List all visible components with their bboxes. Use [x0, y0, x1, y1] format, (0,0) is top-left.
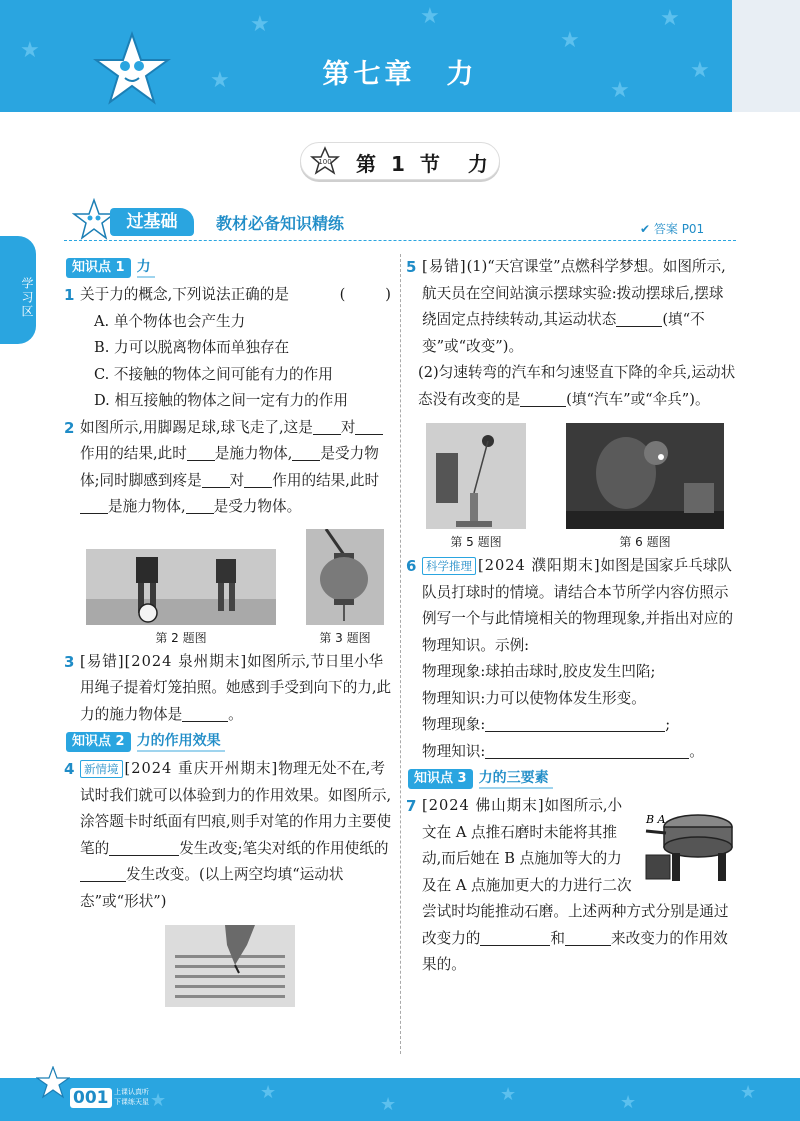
option-a: A. 单个物体也会产生力 — [94, 312, 246, 330]
soccer-photo — [86, 549, 276, 625]
question-number: 4 — [64, 760, 75, 778]
answer-blank[interactable] — [480, 930, 550, 946]
table-tennis-photo — [566, 423, 724, 529]
star-badge-icon — [310, 146, 340, 176]
star-icon: ★ — [560, 28, 580, 53]
figure-6 — [566, 423, 724, 551]
star-icon: ★ — [210, 68, 230, 93]
footer-slogan — [114, 1087, 149, 1107]
question-badge-text: 易错 — [428, 258, 460, 275]
star-icon: ★ — [150, 1090, 167, 1111]
question-number: 5 — [406, 258, 417, 276]
question-text: (填“汽车”或“伞兵”)。 — [566, 390, 710, 408]
banner-label: 过基础 — [110, 208, 194, 236]
answer-blank[interactable] — [355, 419, 383, 435]
banner-subtitle: 教材必备知识精练 — [216, 214, 345, 233]
question-source: [2024 濮阳期末] — [478, 557, 601, 574]
example-knowledge: 物理知识:力可以使物体发生形变。 — [422, 689, 646, 707]
figure-caption: 第 2 题图 — [155, 630, 207, 645]
slogan-line: 上课认真听 — [114, 1088, 149, 1096]
answer-sheet-photo — [165, 925, 295, 1007]
answer-blank[interactable] — [520, 391, 566, 407]
section-title: 第 1 节 力 — [356, 152, 492, 176]
star-icon: ★ — [690, 58, 710, 83]
knowledge-point-name: 力的三要素 — [479, 769, 553, 789]
question-source: [2024 重庆开州期末] — [124, 760, 279, 777]
answer-blank[interactable] — [485, 716, 665, 732]
question-text: (2)匀速转弯的汽车和匀速竖直下降的伞兵,运动状态没有改变的是 — [418, 364, 736, 408]
figure-caption: 第 5 题图 — [450, 535, 502, 549]
question-number: 3 — [64, 652, 75, 671]
question-badge: 新情境 — [80, 760, 123, 778]
knowledge-point-tag: 知识点 1 — [66, 258, 131, 278]
figure-5 — [426, 423, 526, 551]
question-text: 如图所示,节日里小华用绳子提着灯笼拍照。她感到手受到向下的力,此力的施力物体是 — [80, 652, 392, 723]
question-text: 作用的结果,此时 — [80, 445, 187, 462]
question-text: 是施力物体, — [108, 498, 186, 515]
answer-blank[interactable] — [485, 743, 689, 759]
question-text: 如图所示,小文在 A 点推石磨时未能将其推动,而后她在 B 点施加等大的力及在 A 点施加更大的力进行二次尝试时均能推动石磨。上述两种方式分别是通过改变力的 — [422, 797, 729, 947]
star-icon: ★ — [250, 12, 270, 37]
question-number: 2 — [64, 418, 75, 437]
question-text: 对 — [229, 471, 245, 489]
star-icon: ★ — [610, 78, 630, 103]
question-text: 是受力物体;同时脚感到疼是 — [80, 445, 379, 489]
question-7 — [408, 793, 738, 979]
question-text: ; — [665, 716, 671, 733]
question-text: (填“不变”或“改变”)。 — [422, 311, 705, 355]
question-text: 发生改变;笔尖对纸的作用使纸的 — [179, 839, 389, 857]
question-badge-text: 易错 — [86, 652, 118, 670]
answer-blank[interactable] — [313, 419, 341, 435]
option-c: C. 不接触的物体之间可能有力的作用 — [94, 365, 333, 383]
question-5: 5 [易错](1)“天宫课堂”点燃科学梦想。如图所示,航天员在空间站演示摆球实验:拨动摆球后,摆球绕固定点持续转动,其运动状态 (填“不变”或“改变”)。 (2)匀速转弯的汽车和匀速竖直下降的伞兵,运动状态没有改变的是 (填“汽车”或“伞兵”)。 — [408, 254, 738, 413]
question-2 — [66, 415, 394, 521]
knowledge-point-2 — [66, 730, 394, 754]
question-4 — [66, 756, 394, 915]
answer-blank[interactable] — [202, 472, 230, 488]
check-icon: ✔ — [640, 222, 654, 236]
right-column — [408, 254, 738, 979]
figure-3 — [306, 529, 384, 647]
star-mascot-icon — [92, 30, 172, 110]
chapter-title: 第七章 力 — [322, 59, 478, 90]
question-number: 6 — [406, 557, 417, 575]
question-text: 。 — [689, 742, 704, 760]
knowledge-point-name: 力 — [137, 258, 155, 278]
figure-caption: 第 3 题图 — [319, 630, 371, 645]
question-text: 对 — [340, 418, 356, 436]
column-divider — [400, 254, 401, 1054]
knowledge-point-name: 力的作用效果 — [137, 732, 225, 752]
figures-2-3 — [66, 529, 394, 647]
question-text: 物理无处不在,考试时我们就可以体验到力的作用效果。如图所示,涂答题卡时纸面有凹痕,则手对笔的作用力主要使笔的 — [80, 760, 392, 857]
figure-caption: 第 6 题图 — [619, 535, 671, 549]
question-text: 是施力物体, — [214, 445, 293, 462]
millstone-figure — [642, 797, 738, 883]
answer-blank[interactable] — [80, 866, 126, 882]
question-text: 发生改变。(以上两空均填“运动状态”或“形状”) — [80, 866, 344, 910]
knowledge-point-3 — [408, 767, 738, 791]
question-stem: 关于力的概念,下列说法正确的是 — [80, 286, 289, 303]
pendulum-photo — [426, 423, 526, 529]
answer-blank[interactable] — [292, 445, 320, 461]
question-text: (1)“天宫课堂”点燃科学梦想。如图所示,航天员在空间站演示摆球实验:拨动摆球后,摆球绕固定点持续转动,其运动状态 — [422, 258, 726, 328]
example-phenomenon: 物理现象:球拍击球时,胶皮发生凹陷; — [422, 663, 656, 680]
question-text: 物理现象: — [422, 716, 486, 733]
slogan-line: 下课练天星 — [114, 1098, 149, 1106]
page-number: 001 — [70, 1088, 112, 1108]
header-strip — [732, 0, 800, 112]
question-text: 如图是国家乒乓球队队员打球时的情境。请结合本节所学内容仿照示例写一个与此情境相关的物理现象,并指出对应的物理知识。示例: — [422, 557, 734, 654]
figure-point-labels: B A — [646, 813, 666, 826]
question-source: [2024 泉州期末] — [124, 652, 248, 670]
answer-blank[interactable] — [616, 311, 662, 327]
figure-2 — [86, 549, 276, 647]
star-icon: ★ — [20, 38, 40, 63]
question-text: 。 — [228, 705, 243, 723]
question-text: 物理知识: — [422, 742, 486, 760]
question-text: 来改变力的作用效果的。 — [422, 929, 728, 973]
svg-text:100: 100 — [318, 158, 332, 166]
left-column — [66, 254, 394, 1009]
side-tab: 学习区 — [0, 236, 36, 344]
star-icon: ★ — [740, 1082, 757, 1103]
answer-blank[interactable] — [80, 498, 108, 514]
answer-blank[interactable] — [565, 930, 611, 946]
question-3: 3 [易错][2024 泉州期末]如图所示,节日里小华用绳子提着灯笼拍照。她感到手受到向下的力,此力的施力物体是 。 — [66, 649, 394, 729]
question-number: 1 — [64, 286, 75, 304]
star-icon: ★ — [260, 1082, 277, 1103]
answer-paren-right: ) — [385, 286, 391, 303]
option-b: B. 力可以脱离物体而单独存在 — [94, 339, 290, 356]
star-icon: ★ — [380, 1094, 397, 1115]
question-text: 是受力物体。 — [213, 498, 302, 515]
question-text: 作用的结果,此时 — [272, 471, 380, 489]
banner-divider — [64, 240, 736, 241]
star-mascot-icon — [36, 1066, 70, 1100]
question-text: 如图所示,用脚踢足球,球飞走了,这是 — [80, 418, 313, 436]
figure-4 — [66, 925, 394, 1007]
answer-blank[interactable] — [182, 706, 228, 722]
knowledge-point-tag: 知识点 3 — [408, 769, 473, 789]
knowledge-point-1 — [66, 256, 394, 280]
star-icon: ★ — [620, 1092, 637, 1113]
question-text: 和 — [550, 929, 565, 947]
question-badge: 科学推理 — [422, 557, 476, 575]
knowledge-point-tag: 知识点 2 — [66, 732, 131, 752]
question-source: [2024 佛山期末] — [422, 797, 545, 814]
answer-blank[interactable] — [244, 472, 272, 488]
answer-blank[interactable] — [109, 840, 179, 856]
answer-blank[interactable] — [187, 445, 215, 461]
lantern-photo — [306, 529, 384, 625]
answer-reference: ✔ 答案 P01 — [640, 222, 705, 236]
answer-paren-left: ( — [339, 286, 346, 303]
option-d: D. 相互接触的物体之间一定有力的作用 — [94, 392, 348, 409]
star-icon: ★ — [420, 4, 440, 29]
answer-blank[interactable] — [186, 498, 214, 514]
question-number: 7 — [406, 797, 417, 815]
question-6 — [408, 553, 738, 765]
star-icon: ★ — [500, 1084, 517, 1105]
star-icon: ★ — [660, 6, 680, 31]
question-1 — [66, 282, 394, 415]
figures-5-6 — [408, 423, 738, 551]
